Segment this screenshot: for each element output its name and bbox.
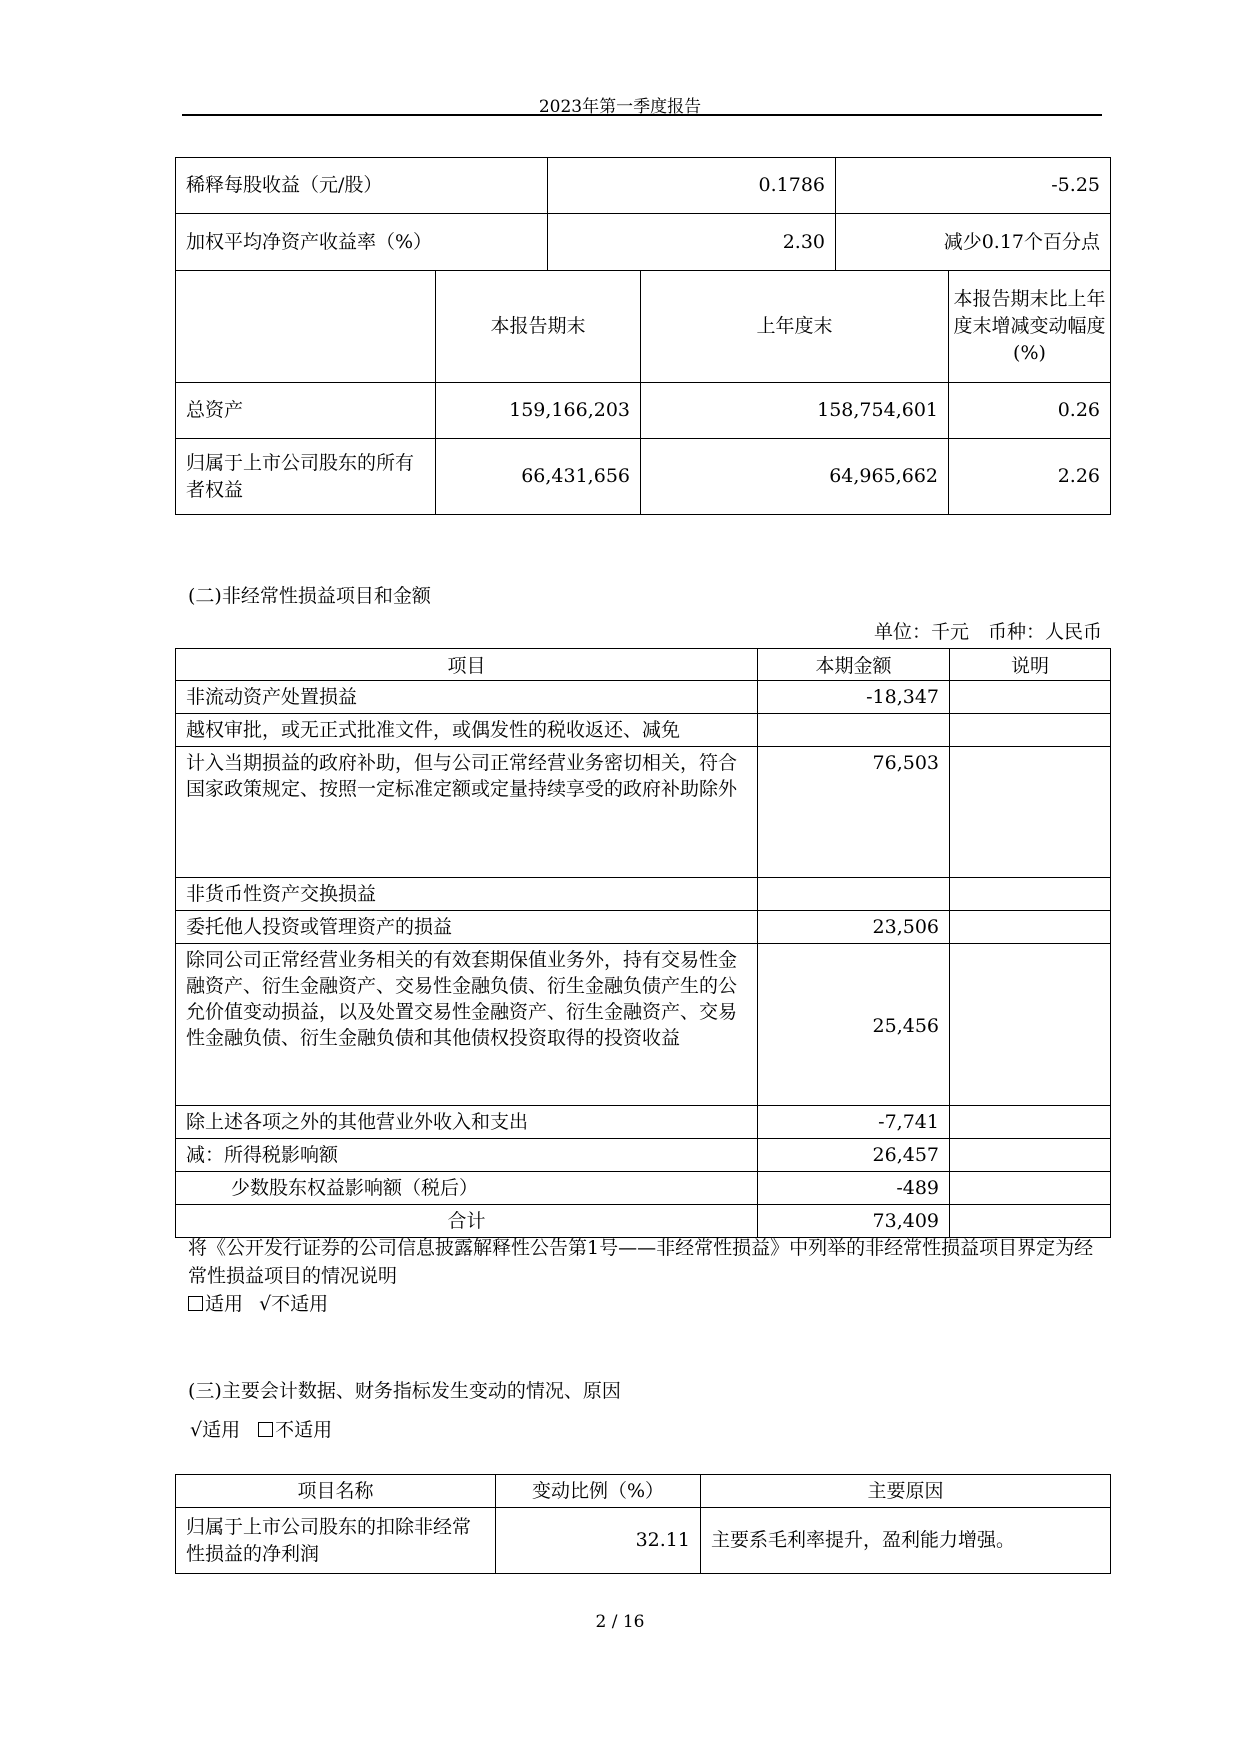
row-prior-year-end: 64,965,662 — [641, 439, 949, 515]
header-change-ratio: 变动比例（%） — [496, 1475, 701, 1508]
row-note — [950, 911, 1111, 944]
section3-applicability — [190, 1416, 332, 1444]
row-current-value: 2.30 — [548, 214, 836, 271]
row-change-value: -5.25 — [836, 158, 1111, 214]
row-amount: -18,347 — [758, 681, 950, 714]
row-item: 少数股东权益影响额（税后） — [176, 1172, 758, 1205]
header-period-end: 本报告期末 — [436, 271, 641, 383]
header-divider — [182, 114, 1102, 116]
page-number: 2 / 16 — [595, 1612, 645, 1632]
row-period-end: 159,166,203 — [436, 383, 641, 439]
table-row — [176, 714, 1111, 747]
row-label: 归属于上市公司股东的所有者权益 — [176, 439, 436, 515]
row-note — [950, 747, 1111, 878]
row-amount: 25,456 — [758, 944, 950, 1106]
header-blank — [176, 271, 436, 383]
table-row — [176, 878, 1111, 911]
row-change-value: 减少0.17个百分点 — [836, 214, 1111, 271]
table-row — [176, 1508, 1111, 1574]
row-label: 加权平均净资产收益率（%） — [176, 214, 548, 271]
header-item-name: 项目名称 — [176, 1475, 496, 1508]
row-item: 非流动资产处置损益 — [176, 681, 758, 714]
table-header-row — [176, 1475, 1111, 1508]
row-prior-year-end: 158,754,601 — [641, 383, 949, 439]
row-change: 0.26 — [949, 383, 1111, 439]
table-row — [176, 214, 1111, 271]
row-item-name: 归属于上市公司股东的扣除非经常性损益的净利润 — [176, 1508, 496, 1574]
report-header-title: 2023年第一季度报告 — [538, 97, 702, 117]
row-amount: 26,457 — [758, 1139, 950, 1172]
table-header-row — [176, 649, 1111, 681]
section2-title: (二)非经常性损益项目和金额 — [188, 585, 431, 607]
total-amount: 73,409 — [758, 1205, 950, 1238]
table-row — [176, 383, 1111, 439]
row-amount: -7,741 — [758, 1106, 950, 1139]
row-main-reason: 主要系毛利率提升，盈利能力增强。 — [701, 1508, 1111, 1574]
row-item: 减：所得税影响额 — [176, 1139, 758, 1172]
row-note — [950, 1106, 1111, 1139]
table-row — [176, 158, 1111, 214]
row-note — [950, 878, 1111, 911]
row-amount — [758, 714, 950, 747]
not-applicable-label: 不适用 — [271, 1293, 329, 1315]
table-row — [176, 1106, 1111, 1139]
balance-table — [175, 270, 1111, 515]
major-changes-table — [175, 1474, 1111, 1574]
row-amount: 23,506 — [758, 911, 950, 944]
row-note — [950, 1139, 1111, 1172]
table-row — [176, 681, 1111, 714]
header-main-reason: 主要原因 — [701, 1475, 1111, 1508]
checkmark-icon: √ — [190, 1419, 203, 1441]
non-recurring-items-table — [175, 648, 1111, 1238]
checkbox-unchecked-icon — [188, 1296, 203, 1311]
checkbox-unchecked-icon — [258, 1422, 273, 1437]
row-item: 计入当期损益的政府补助，但与公司正常经营业务密切相关，符合国家政策规定、按照一定标准定额或定量持续享受的政府补助除外 — [176, 747, 758, 878]
row-note — [950, 1172, 1111, 1205]
per-share-table — [175, 157, 1111, 271]
checkmark-icon: √ — [259, 1293, 272, 1315]
header-note: 说明 — [950, 649, 1111, 681]
header-change-rate: 本报告期末比上年度末增减变动幅度(%) — [949, 271, 1111, 383]
header-amount: 本期金额 — [758, 649, 950, 681]
table-row — [176, 439, 1111, 515]
applicable-label: 适用 — [205, 1293, 244, 1315]
row-item: 委托他人投资或管理资产的损益 — [176, 911, 758, 944]
row-item: 除上述各项之外的其他营业外收入和支出 — [176, 1106, 758, 1139]
applicable-label: 适用 — [202, 1419, 241, 1441]
table-row — [176, 944, 1111, 1106]
note-text: 将《公开发行证券的公司信息披露解释性公告第1号——非经常性损益》中列举的非经常性损益项目界定为经常性损益项目的情况说明 — [188, 1237, 1094, 1287]
row-label: 稀释每股收益（元/股） — [176, 158, 548, 214]
row-amount — [758, 878, 950, 911]
row-note — [950, 681, 1111, 714]
row-period-end: 66,431,656 — [436, 439, 641, 515]
row-item: 非货币性资产交换损益 — [176, 878, 758, 911]
row-current-value: 0.1786 — [548, 158, 836, 214]
table-row — [176, 911, 1111, 944]
row-amount: -489 — [758, 1172, 950, 1205]
table-header-row — [176, 271, 1111, 383]
applicability-options — [188, 1290, 1108, 1318]
table-row — [176, 1172, 1111, 1205]
header-prior-year-end: 上年度末 — [641, 271, 949, 383]
table-total-row — [176, 1205, 1111, 1238]
section3-title: (三)主要会计数据、财务指标发生变动的情况、原因 — [188, 1380, 621, 1402]
header-item: 项目 — [176, 649, 758, 681]
section2-note — [188, 1234, 1108, 1318]
row-change: 2.26 — [949, 439, 1111, 515]
row-note — [950, 714, 1111, 747]
row-note — [950, 1205, 1111, 1238]
total-label: 合计 — [176, 1205, 758, 1238]
row-amount: 76,503 — [758, 747, 950, 878]
row-change-ratio: 32.11 — [496, 1508, 701, 1574]
table-row — [176, 1139, 1111, 1172]
not-applicable-label: 不适用 — [275, 1419, 333, 1441]
unit-currency-label: 单位：千元 币种：人民币 — [873, 621, 1102, 643]
row-label: 总资产 — [176, 383, 436, 439]
table-row — [176, 747, 1111, 878]
row-item: 越权审批，或无正式批准文件，或偶发性的税收返还、减免 — [176, 714, 758, 747]
row-item: 除同公司正常经营业务相关的有效套期保值业务外，持有交易性金融资产、衍生金融资产、交易性金融负债、衍生金融负债产生的公允价值变动损益，以及处置交易性金融资产、衍生金融资产、交易性金融负债、衍生金融负债和其他债权投资取得的投资收益 — [176, 944, 758, 1106]
row-note — [950, 944, 1111, 1106]
